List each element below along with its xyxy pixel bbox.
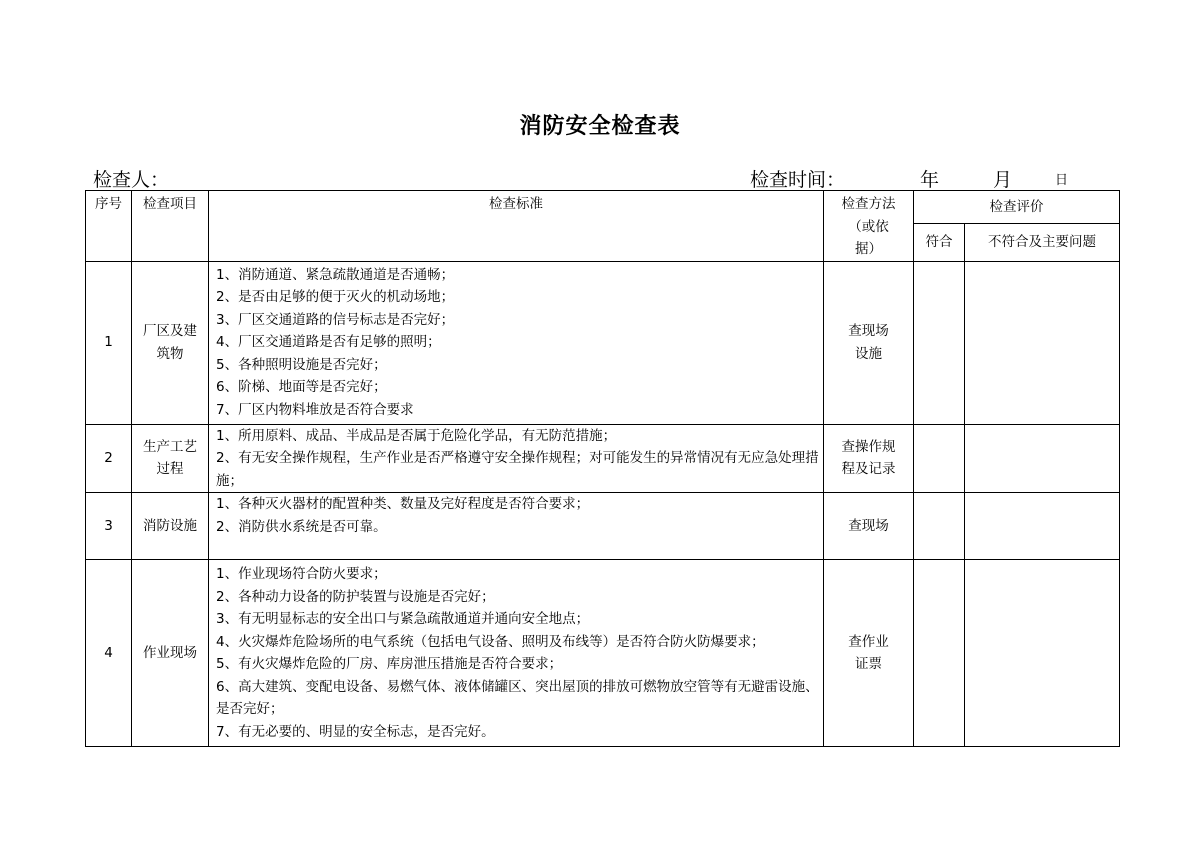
row-method	[824, 261, 914, 424]
row-standards	[209, 424, 824, 493]
row-no: 3	[86, 493, 132, 560]
day-label: 日	[1055, 173, 1069, 188]
table-row	[86, 261, 1120, 424]
header-standard: 检查标准	[209, 191, 824, 262]
row-item-line: 厂区及建	[143, 323, 197, 339]
standard-line: 3、有无明显标志的安全出口与紧急疏散通道并通向安全地点；	[216, 611, 590, 627]
row-item-line: 作业现场	[143, 644, 197, 661]
row-item-line: 消防设施	[143, 517, 197, 534]
inspection-time	[750, 165, 1069, 192]
table-header-row	[86, 191, 1120, 224]
row-standards	[209, 560, 824, 747]
row-item	[132, 261, 209, 424]
row-pass-cell	[914, 261, 965, 424]
row-pass-cell	[914, 493, 965, 560]
row-method-line: 查作业	[848, 633, 889, 650]
row-item-line: 过程	[156, 461, 184, 478]
standard-line: 6、阶梯、地面等是否完好；	[216, 379, 387, 396]
row-method-line: 设施	[855, 345, 882, 362]
row-standards	[209, 261, 824, 424]
header-method	[824, 191, 914, 262]
header-method-line1: 检查方法	[841, 196, 896, 212]
header-fail: 不符合及主要问题	[965, 223, 1120, 261]
row-item-line: 筑物	[156, 345, 184, 362]
header-no: 序号	[86, 191, 132, 262]
standard-line: 2、各种动力设备的防护装置与设施是否完好；	[216, 588, 495, 605]
header-pass: 符合	[914, 223, 965, 261]
inspector-label: 检查人：	[93, 169, 170, 191]
row-method-line: 证票	[855, 656, 882, 672]
header-method-line3: 据）	[855, 241, 882, 257]
row-method-line: 程及记录	[841, 461, 896, 478]
inspection-time-label: 检查时间：	[750, 169, 846, 191]
row-method-line: 查操作规	[841, 438, 896, 455]
standard-line: 7、厂区内物料堆放是否符合要求	[216, 401, 414, 418]
standard-line: 7、有无必要的、明显的安全标志，是否完好。	[216, 723, 495, 740]
row-fail-cell	[965, 560, 1120, 747]
standard-line: 1、消防通道、紧急疏散通道是否通畅；	[216, 266, 455, 283]
row-method-line: 查现场	[848, 323, 889, 339]
row-method-line: 查现场	[848, 517, 889, 534]
inspection-table	[85, 190, 1120, 747]
header-item: 检查项目	[132, 191, 209, 262]
row-item	[132, 493, 209, 560]
standard-line: 2、是否由足够的便于灭火的机动场地；	[216, 289, 455, 306]
row-standards	[209, 493, 824, 560]
standard-line: 1、作业现场符合防火要求；	[216, 566, 387, 582]
standard-line: 5、有火灾爆炸危险的厂房、库房泄压措施是否符合要求；	[216, 656, 563, 672]
page-title: 消防安全检查表	[519, 114, 681, 139]
standard-line: 6、高大建筑、变配电设备、易燃气体、液体储罐区、突出屋顶的排放可燃物放空管等有无避雷设施、是否完好；	[216, 678, 819, 717]
table-row	[86, 560, 1120, 747]
table-row	[86, 424, 1120, 493]
row-item-line: 生产工艺	[143, 438, 197, 455]
row-method	[824, 493, 914, 560]
standard-line: 3、厂区交通道路的信号标志是否完好；	[216, 311, 455, 328]
row-method	[824, 424, 914, 493]
row-item	[132, 560, 209, 747]
header-method-line2: （或依	[848, 218, 889, 235]
standard-line: 2、有无安全操作规程，生产作业是否严格遵守安全操作规程；对可能发生的异常情况有无应急处理措施；	[216, 450, 819, 489]
row-fail-cell	[965, 424, 1120, 493]
standard-line: 1、各种灭火器材的配置种类、数量及完好程度是否符合要求；	[216, 496, 590, 512]
row-fail-cell	[965, 261, 1120, 424]
standard-line: 1、所用原料、成品、半成品是否属于危险化学品，有无防范措施；	[216, 427, 617, 444]
row-no: 2	[86, 424, 132, 493]
month-label: 月	[993, 169, 1013, 191]
year-label: 年	[920, 169, 940, 191]
standard-line: 2、消防供水系统是否可靠。	[216, 518, 387, 535]
row-pass-cell	[914, 424, 965, 493]
row-item	[132, 424, 209, 493]
table-row	[86, 493, 1120, 560]
row-method	[824, 560, 914, 747]
header-evaluation: 检查评价	[914, 191, 1120, 224]
row-pass-cell	[914, 560, 965, 747]
standard-line: 5、各种照明设施是否完好；	[216, 356, 387, 373]
row-no: 1	[86, 261, 132, 424]
row-no: 4	[86, 560, 132, 747]
standard-line: 4、厂区交通道路是否有足够的照明；	[216, 334, 441, 351]
row-fail-cell	[965, 493, 1120, 560]
standard-line: 4、火灾爆炸危险场所的电气系统（包括电气设备、照明及布线等）是否符合防火防爆要求；	[216, 633, 765, 650]
